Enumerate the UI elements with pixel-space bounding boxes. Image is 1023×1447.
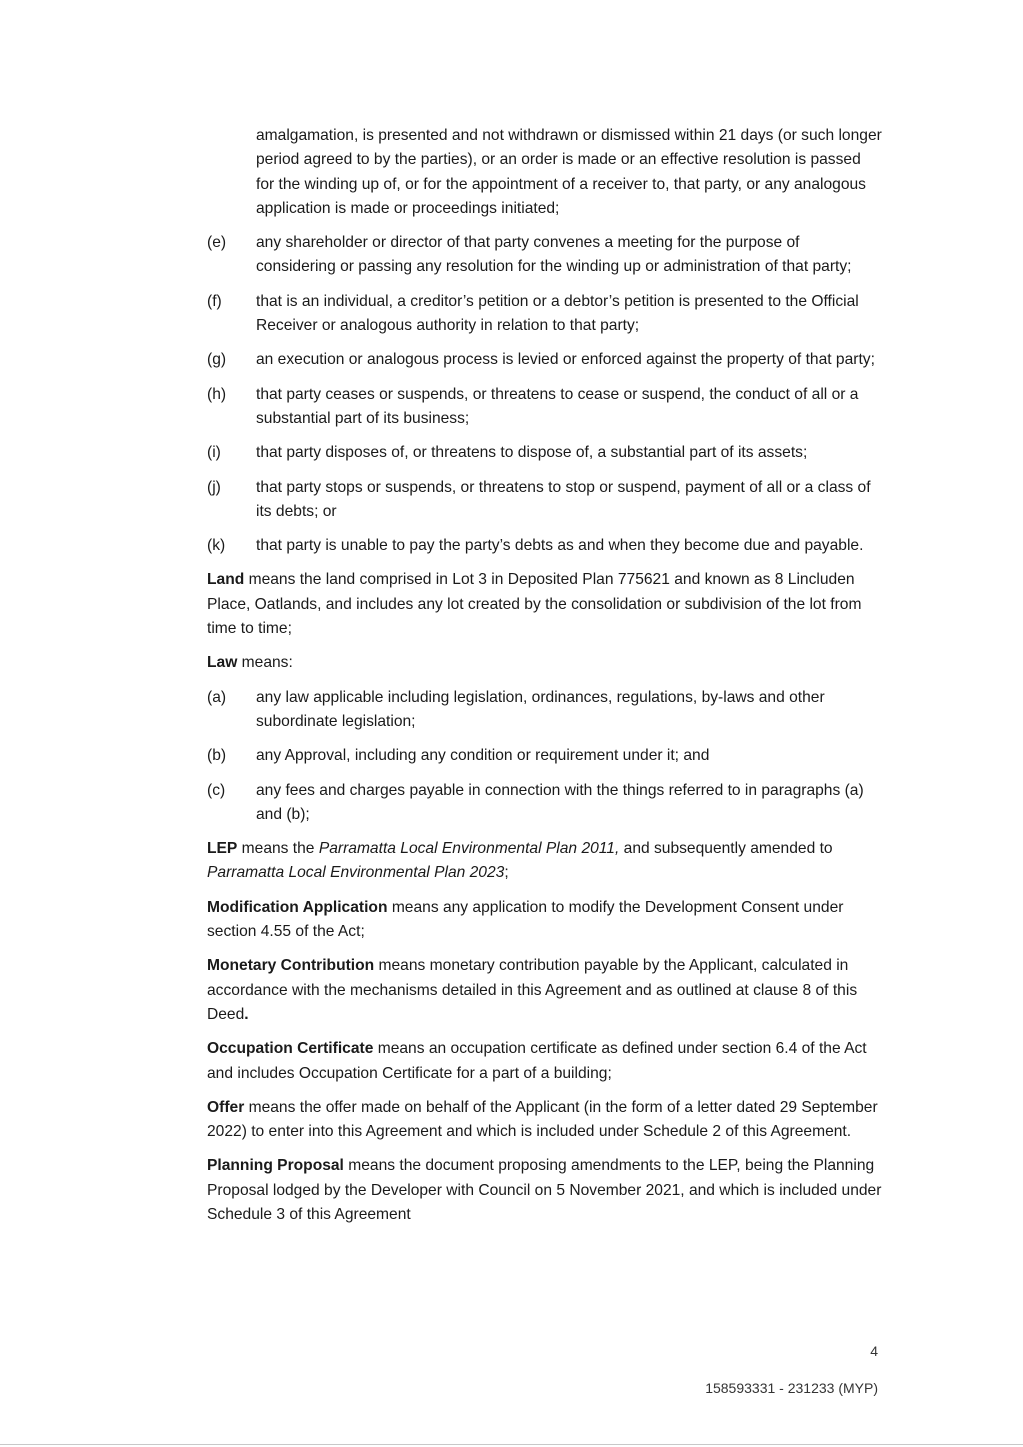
definition-text: means the land comprised in Lot 3 in Deposited Plan 775621 and known as 8 Lincluden Place, Oatlands, and includes any lot created by the consolidation or subdivision of the lot from time to time; [207, 571, 862, 638]
item-text: any Approval, including any condition or requirement under it; and [256, 747, 710, 765]
page-body [207, 124, 883, 1237]
definition-modification-application [207, 896, 883, 945]
item-text: an execution or analogous process is levied or enforced against the property of that party; [256, 351, 875, 369]
item-text: that party stops or suspends, or threatens to stop or suspend, payment of all or a class of its debts; or [256, 478, 871, 520]
list-item [207, 534, 883, 558]
continuation-paragraph: amalgamation, is presented and not withdrawn or dismissed within 21 days (or such longer period agreed to by the parties), or an order is made or an effective resolution is passed for the winding up of, or for the appointment of a receiver to, that party, or any analogous application is made or proceedings initiated; [256, 127, 882, 217]
item-text: that party is unable to pay the party’s debts as and when they become due and payable. [256, 537, 864, 555]
definition-end: . [244, 1005, 249, 1023]
defined-term: Occupation Certificate [207, 1040, 374, 1058]
definition-text: means monetary contribution payable by the Applicant, calculated in accordance with the mechanisms detailed in this Agreement and as outlined at clause 8 of this Deed [207, 957, 858, 1023]
definition-planning-proposal [207, 1154, 883, 1227]
definition-lep [207, 837, 883, 886]
list-item [207, 231, 883, 280]
definition-law [207, 651, 883, 675]
defined-term: Offer [207, 1098, 245, 1116]
definition-text: means the offer made on behalf of the Applicant (in the form of a letter dated 29 September 2022) to enter into this Agreement and which is included under Schedule 2 of this Agreement. [207, 1098, 878, 1141]
definition-text: means the [237, 840, 319, 858]
definition-text: and subsequently amended to [619, 840, 833, 858]
definition-land [207, 568, 883, 641]
definition-text: means an occupation certificate as defined under section 6.4 of the Act and includes Occupation Certificate for a part of a building; [207, 1040, 867, 1082]
list-item [207, 290, 883, 339]
page-edge-divider [0, 1444, 1023, 1445]
list-item [207, 744, 883, 768]
list-item [207, 476, 883, 525]
defined-term: Modification Application [207, 898, 388, 916]
list-item [207, 779, 883, 828]
plan-title: Parramatta Local Environmental Plan 2011, [318, 840, 620, 858]
defined-term: Land [207, 571, 245, 589]
defined-term: Monetary Contribution [207, 957, 375, 975]
item-label: (b) [207, 747, 227, 765]
item-text: any fees and charges payable in connection with the things referred to in paragraphs (a) and (b); [256, 781, 864, 823]
item-text: that is an individual, a creditor’s petition or a debtor’s petition is presented to the Official Receiver or analogous authority in relation to that party; [256, 292, 859, 335]
defined-term: Law [207, 654, 238, 672]
item-label: (j) [207, 478, 221, 496]
list-item [207, 441, 883, 465]
defined-term: Planning Proposal [207, 1157, 344, 1175]
item-label: (a) [207, 688, 227, 706]
item-label: (g) [207, 351, 227, 369]
item-label: (i) [207, 444, 221, 462]
item-label: (c) [207, 781, 226, 799]
item-label: (f) [207, 292, 222, 310]
item-text: that party ceases or suspends, or threatens to cease or suspend, the conduct of all or a substantial part of its business; [256, 385, 859, 427]
item-text: any shareholder or director of that party convenes a meeting for the purpose of considering or passing any resolution for the winding up or administration of that party; [256, 234, 852, 276]
plan-title: Parramatta Local Environmental Plan 2023 [207, 864, 505, 882]
definition-monetary-contribution [207, 954, 883, 1027]
document-reference: 158593331 - 231233 (MYP) [705, 1380, 878, 1396]
item-text: any law applicable including legislation, ordinances, regulations, by-laws and other subordinate legislation; [256, 688, 825, 730]
list-item [207, 383, 883, 432]
list-item [207, 686, 883, 735]
list-item [207, 348, 883, 372]
item-label: (h) [207, 385, 227, 403]
defined-term: LEP [207, 840, 238, 858]
definition-text: means the document proposing amendments to the LEP, being the Planning Proposal lodged by the Developer with Council on 5 November 2021, and which is included under Schedule 3 of this Agreement [207, 1157, 882, 1223]
definition-text: means: [237, 654, 293, 672]
definition-offer [207, 1096, 883, 1145]
definition-text: ; [504, 864, 509, 882]
definition-text: means any application to modify the Development Consent under section 4.55 of the Act; [207, 898, 844, 941]
definition-occupation-certificate [207, 1037, 883, 1086]
item-text: that party disposes of, or threatens to dispose of, a substantial part of its assets; [256, 444, 808, 462]
item-label: (k) [207, 537, 226, 555]
item-label: (e) [207, 234, 227, 252]
page-number: 4 [870, 1343, 878, 1359]
